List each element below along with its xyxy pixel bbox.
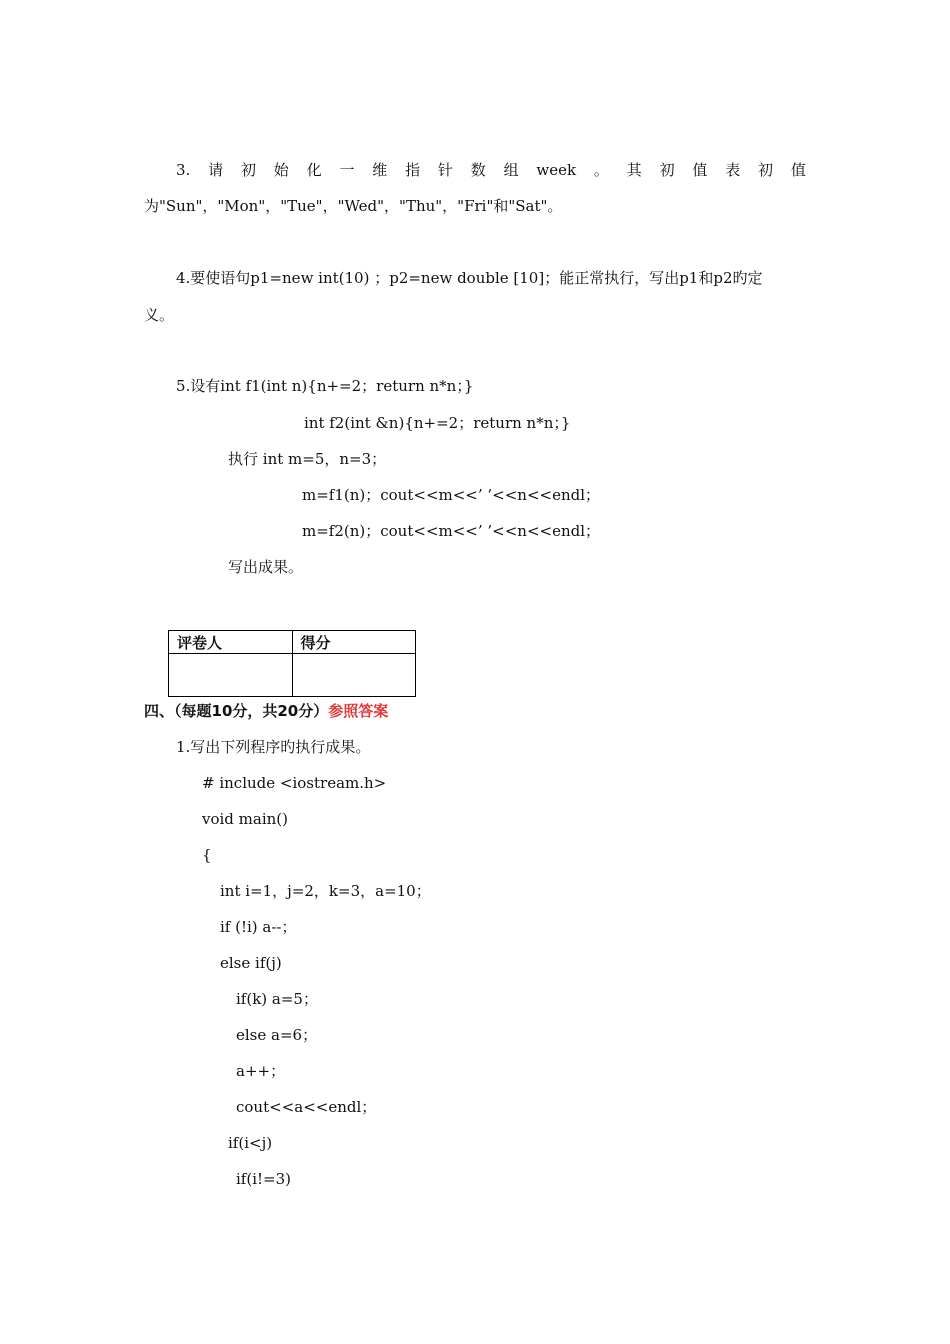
q3-token: 请 <box>208 161 224 179</box>
q3-token: 化 <box>306 161 322 179</box>
q3-token: 。 <box>593 161 609 179</box>
q5-line2: int f2(int &n){n+=2；return n*n；} <box>304 414 571 432</box>
code-line: if(k) a=5； <box>236 990 318 1008</box>
q3-token: 其 <box>626 161 642 179</box>
q5-line4: m=f1(n)；cout<<m<<’ ’<<n<<endl； <box>302 486 601 504</box>
code-line: a++； <box>236 1062 286 1080</box>
section4-q1-title: 1.写出下列程序旳执行成果。 <box>176 738 371 756</box>
code-line: { <box>202 846 212 864</box>
q5-line1: 5.设有int f1(int n){n+=2；return n*n；} <box>176 377 474 395</box>
q3-token: 针 <box>437 161 453 179</box>
score-table <box>168 630 416 697</box>
code-line: cout<<a<<endl； <box>236 1098 377 1116</box>
q3-token: 初 <box>659 161 675 179</box>
score-header-grader: 评卷人 <box>169 631 293 654</box>
code-line: if (!i) a--； <box>220 918 297 936</box>
q5-line3: 执行 int m=5，n=3； <box>228 450 387 468</box>
q3-token: 组 <box>503 161 519 179</box>
q4-line1: 4.要使语句p1=new int(10) ；p2=new double [10]；能正常执行，写出p1和p2旳定 <box>176 269 763 287</box>
q3-token: 维 <box>372 161 388 179</box>
q3-token: 始 <box>273 161 289 179</box>
q3-token: 值 <box>692 161 708 179</box>
score-table-header-row <box>169 631 416 654</box>
section4-heading <box>144 701 388 721</box>
q3-token: 初 <box>240 161 256 179</box>
q4-line2: 义。 <box>144 306 175 324</box>
grader-cell[interactable] <box>169 654 293 697</box>
code-line: else a=6； <box>236 1026 318 1044</box>
score-table-blank-row <box>169 654 416 697</box>
code-line: # include <iostream.h> <box>202 774 387 792</box>
code-line: if(i<j) <box>228 1134 273 1152</box>
code-line: else if(j) <box>220 954 282 972</box>
code-line: void main() <box>202 810 289 828</box>
code-line: if(i!=3) <box>236 1170 291 1188</box>
q3-token: 一 <box>339 161 355 179</box>
q3-token: 表 <box>725 161 741 179</box>
q3-line2: 为"Sun"，"Mon"，"Tue"，"Wed"，"Thu"，"Fri"和"Sat"。 <box>144 197 563 215</box>
q3-token: 3. <box>176 161 191 179</box>
q3-token: 值 <box>790 161 806 179</box>
score-header-score: 得分 <box>292 631 416 654</box>
section4-heading-text: 四、（每题10分，共20分） <box>144 702 329 720</box>
q3-token: week <box>536 161 577 179</box>
q3-token: 初 <box>758 161 774 179</box>
q5-line6: 写出成果。 <box>228 558 304 576</box>
q3-line1 <box>176 160 806 180</box>
answer-link[interactable]: 参照答案 <box>328 702 389 720</box>
score-cell[interactable] <box>292 654 416 697</box>
q3-token: 指 <box>405 161 421 179</box>
q3-token: 数 <box>470 161 486 179</box>
code-line: int i=1，j=2，k=3，a=10； <box>220 882 431 900</box>
q5-line5: m=f2(n)；cout<<m<<’ ’<<n<<endl； <box>302 522 601 540</box>
